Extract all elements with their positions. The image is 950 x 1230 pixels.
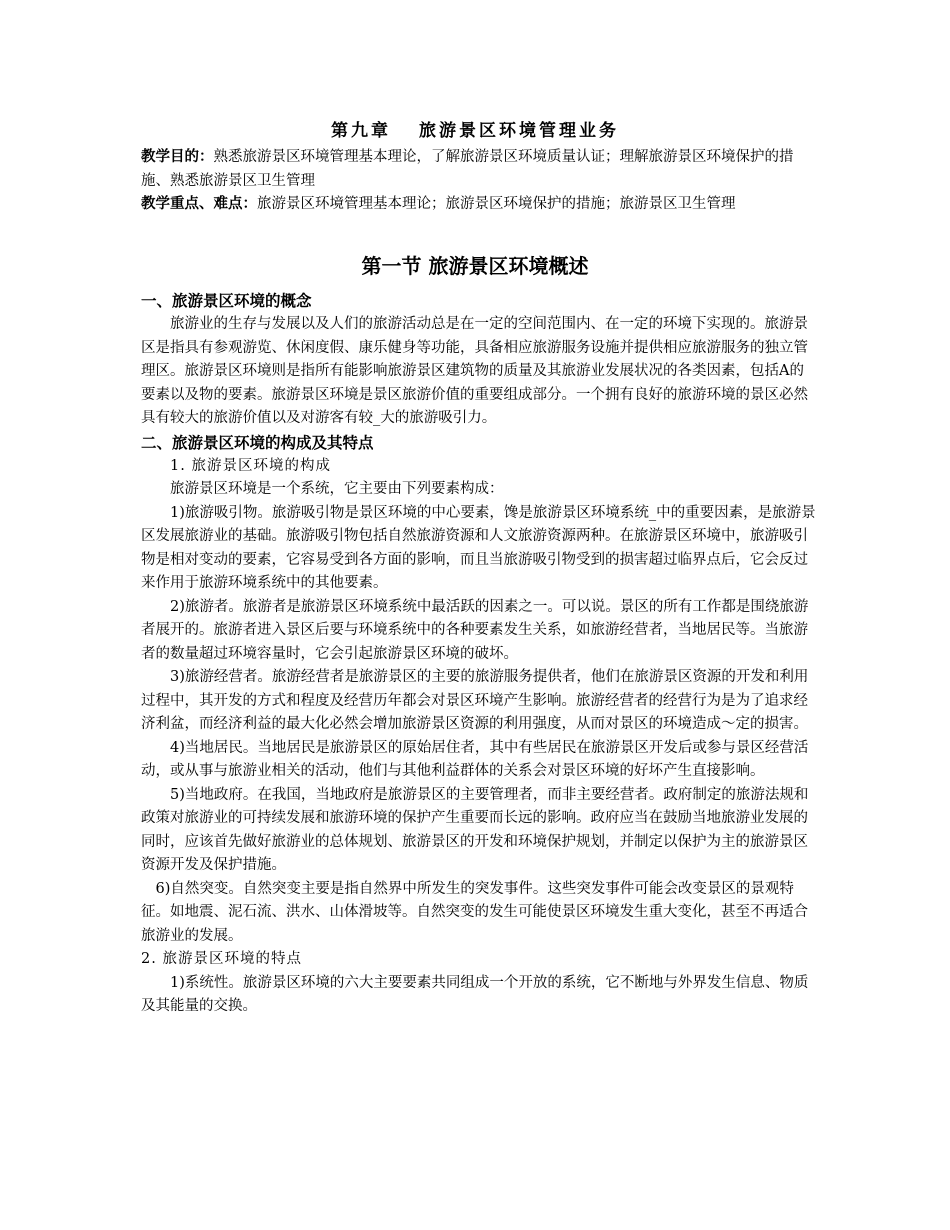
list-item: 6)自然突变。自然突变主要是指自然界中所发生的突发事件。这些突发事件可能会改变景区的景观特征。如地震、泥石流、洪水、山体滑坡等。自然突变的发生可能使景区环境发生重大变化，甚至不再适合旅游业的发展。 xyxy=(141,880,808,944)
paragraph-intro: 旅游景区环境是一个系统，它主要由下列要素构成： xyxy=(170,481,504,497)
objectives-label: 教学目的： xyxy=(141,148,214,165)
list-item: 3)旅游经营者。旅游经营者是旅游景区的主要的旅游服务提供者，他们在旅游景区资源的开发和利用过程中，其开发的方式和程度及经营历年都会对景区环境产生影响。旅游经营者的经营行为是为了追求经济利盆，而经济利益的最大化必然会增加旅游景区资源的利用强度，从而对景区的环境造成～定的损害。 xyxy=(141,669,809,732)
section-body xyxy=(141,289,816,1019)
list-item: 1)旅游吸引物。旅游吸引物是景区环境的中心要素，馋是旅游景区环境系统_中的重要因素，是旅游景区发展旅游业的基础。旅游吸引物包括自然旅游资源和人文旅游资源两种。在旅游景区环境中，旅游吸引物是相对变动的要素，它容易受到各方面的影响，而且当旅游吸引物受到的损害超过临界点后，它会反过来作用于旅游环境系统中的其他要素。 xyxy=(141,504,816,591)
heading-concept: 一、旅游景区环境的概念 xyxy=(141,292,312,310)
keypoints-text: 旅游景区环境管理基本理论；旅游景区环境保护的措施；旅游景区卫生管理 xyxy=(257,196,736,212)
heading-composition: 二、旅游景区环境的构成及其特点 xyxy=(141,433,374,452)
chapter-name: 旅游景区环境管理业务 xyxy=(419,121,619,141)
paragraph-concept: 旅游业的生存与发展以及人们的旅游活动总是在一定的空间范围内、在一定的环境下实现的。旅游景区是指具有参观游览、休闲度假、康乐健身等功能，具备相应旅游服务设施并提供相应旅游服务的独立管理区。旅游景区环境则是指所有能影响旅游景区建筑物的质量及其旅游业发展状况的各类因素，包括A的要素以及物的要素。旅游景区环境是景区旅游价值的重要组成部分。一个拥有良好的旅游环境的景区必然具有较大的旅游价值以及对游客有较_大的旅游吸引力。 xyxy=(141,316,808,426)
teaching-keypoints xyxy=(141,192,816,217)
paragraph-feature: 1)系统性。旅游景区环境的六大主要要素共同组成一个开放的系统，它不断地与外界发生信息、物质及其能量的交换。 xyxy=(141,974,809,1014)
list-item: 4)当地居民。当地居民是旅游景区的原始居住者，其中有些居民在旅游景区开发后或参与景区经营活动，或从事与旅游业相关的活动，他们与其他利益群体的关系会对景区环境的好坏产生直接影响。 xyxy=(141,739,809,779)
teaching-objectives xyxy=(141,145,816,193)
chapter-number: 第九章 xyxy=(331,121,391,141)
keypoints-label: 教学重点、难点： xyxy=(141,195,257,212)
section-title: 第一节 旅游景区环境概述 xyxy=(361,254,589,278)
subheading-features: 2. 旅游景区环境的特点 xyxy=(141,951,302,967)
chapter-title xyxy=(0,118,950,144)
objectives-text: 熟悉旅游景区环境管理基本理论，了解旅游景区环境质量认证；理解旅游景区环境保护的措施、熟悉旅游景区卫生管理 xyxy=(141,149,794,189)
list-item: 2)旅游者。旅游者是旅游景区环境系统中最活跃的因素之一。可以说。景区的所有工作都是围绕旅游者展开的。旅游者进入景区后要与环境系统中的各种要素发生关系，如旅游经营者，当地居民等。当旅游者的数量超过环境容量时，它会引起旅游景区环境的破坏。 xyxy=(141,598,809,662)
list-item: 5)当地政府。在我国，当地政府是旅游景区的主要管理者，而非主要经营者。政府制定的旅游法规和政策对旅游业的可持续发展和旅游环境的保护产生重要而长远的影响。政府应当在鼓励当地旅游业发展的同时，应该首先做好旅游业的总体规划、旅游景区的开发和环境保护规划，并制定以保护为主的旅游景区资源开发及保护措施。 xyxy=(141,786,809,873)
subheading-composition: 1. 旅游景区环境的构成 xyxy=(170,457,331,474)
